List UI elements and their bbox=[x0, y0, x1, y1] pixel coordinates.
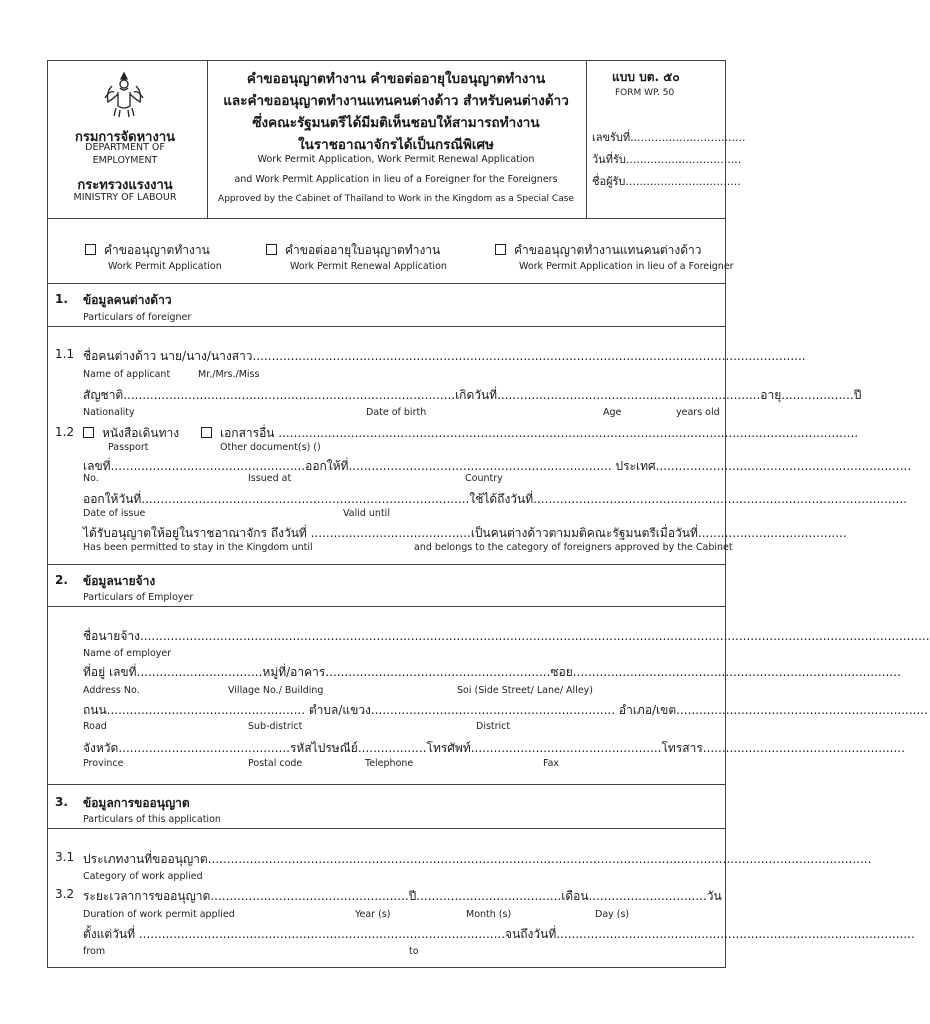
title-th-line-3: ซึ่งคณะรัฐมนตรีได้มีมติเห็นชอบให้สามารถทำงาน bbox=[252, 115, 540, 131]
receiver-field[interactable]: ชื่อผู้รับ................................. bbox=[592, 175, 741, 188]
dept-name-en-1: DEPARTMENT OF bbox=[85, 142, 165, 153]
section-1-title-en: Particulars of foreigner bbox=[83, 312, 192, 323]
other-document-option[interactable] bbox=[201, 424, 859, 443]
telephone-label: Telephone bbox=[365, 758, 414, 769]
road-subdistrict-district-field[interactable]: ถนน.................................................... ตำบล/แขวง................................................................ อำเภอ/เขต.................................................................. bbox=[83, 703, 928, 717]
dept-name-th: กรมการจัดหางาน bbox=[74, 130, 176, 145]
section-2-number: 2. bbox=[55, 573, 68, 587]
country-label: Country bbox=[465, 473, 503, 484]
types-bottom-line bbox=[47, 283, 726, 284]
section-1-title-th: ข้อมูลคนต่างด้าว bbox=[83, 293, 172, 307]
soi-label: Soi (Side Street/ Lane/ Alley) bbox=[457, 685, 594, 696]
passport-label-th: หนังสือเดินทาง bbox=[102, 426, 180, 440]
nationality-label: Nationality bbox=[83, 407, 135, 418]
document-number-label: No. bbox=[83, 473, 99, 484]
duration-field[interactable]: ระยะเวลาการขออนุญาต....................................................ปี......................................เดือน...............................วัน bbox=[83, 889, 722, 903]
checkbox-icon[interactable] bbox=[83, 427, 94, 438]
type-label-en: Work Permit Application in lieu of a Foreigner bbox=[519, 261, 734, 272]
province-contact-field[interactable]: จังหวัด.............................................รหัสไปรษณีย์..................โทรศัพท์..................................................โทรสาร..................................................... bbox=[83, 741, 905, 755]
header-divider-left bbox=[207, 60, 208, 218]
ministry-name-th: กระทรวงแรงงาน bbox=[77, 178, 173, 193]
s2-top-line bbox=[47, 564, 726, 565]
age-label: Age bbox=[603, 407, 622, 418]
duration-label: Duration of work permit applied bbox=[83, 909, 235, 920]
employer-name-field[interactable]: ชื่อนายจ้าง............................................................................................................................................................................................................... bbox=[83, 629, 930, 643]
work-category-label: Category of work applied bbox=[83, 871, 203, 882]
title-en-line-1: Work Permit Application, Work Permit Renewal Application bbox=[257, 154, 535, 165]
item-1-1-number: 1.1 bbox=[55, 347, 75, 361]
receipt-number-field[interactable]: เลขรับที่................................. bbox=[592, 131, 746, 144]
garuda-emblem-icon bbox=[102, 70, 146, 120]
section-3-number: 3. bbox=[55, 795, 68, 809]
province-label: Province bbox=[83, 758, 124, 769]
form-code-th: แบบ บต. ๕๐ bbox=[612, 70, 680, 84]
employer-name-label: Name of employer bbox=[83, 648, 172, 659]
s2-title-line bbox=[47, 606, 726, 607]
years-label: Year (s) bbox=[355, 909, 391, 920]
period-from-to-field[interactable]: ตั้งแต่วันที่ ................................................................................................จนถึงวันที่.............................................................................................. bbox=[83, 927, 915, 941]
type-label-en: Work Permit Application bbox=[108, 261, 222, 272]
section-1-number: 1. bbox=[55, 292, 68, 306]
checkbox-icon[interactable] bbox=[85, 244, 96, 255]
s3-top-line bbox=[47, 784, 726, 785]
checkbox-icon[interactable] bbox=[266, 244, 277, 255]
other-document-label-en: Other document(s) () bbox=[220, 442, 321, 453]
cabinet-category-label: and belongs to the category of foreigners approved by the Cabinet bbox=[414, 542, 733, 553]
valid-until-label: Valid until bbox=[343, 508, 390, 519]
applicant-name-field[interactable]: ชื่อคนต่างด้าว นาย/นาง/นางสาว................................................................................................................................................. bbox=[83, 349, 806, 363]
section-3-title-en: Particulars of this application bbox=[83, 814, 221, 825]
stay-until-label: Has been permitted to stay in the Kingdom until bbox=[83, 542, 313, 553]
title-options-label: Mr./Mrs./Miss bbox=[198, 369, 260, 380]
dept-name-en-2: EMPLOYMENT bbox=[92, 155, 158, 166]
other-document-field[interactable]: เอกสารอื่น ........................................................................................................................................................ bbox=[220, 426, 859, 440]
section-3-title-th: ข้อมูลการขออนุญาต bbox=[83, 796, 190, 810]
receipt-date-field[interactable]: วันที่รับ................................. bbox=[592, 153, 742, 166]
sub-district-label: Sub-district bbox=[248, 721, 303, 732]
type-renewal[interactable] bbox=[266, 241, 440, 260]
type-label-th: คำขออนุญาตทำงานแทนคนต่างด้าว bbox=[514, 243, 702, 257]
section-2-title-th: ข้อมูลนายจ้าง bbox=[83, 574, 156, 588]
issued-at-label: Issued at bbox=[248, 473, 292, 484]
item-3-2-number: 3.2 bbox=[55, 887, 75, 901]
road-label: Road bbox=[83, 721, 107, 732]
type-label-th: คำขออนุญาตทำงาน bbox=[104, 243, 210, 257]
title-en-line-2: and Work Permit Application in lieu of a Foreigner for the Foreigners bbox=[234, 174, 558, 185]
employer-address-field[interactable]: ที่อยู่ เลขที่.................................หมู่ที่/อาคาร...........................................................ซอย...................................................................................... bbox=[83, 665, 901, 679]
postal-code-label: Postal code bbox=[248, 758, 303, 769]
title-th-line-2: และคำขออนุญาตทำงานแทนคนต่างด้าว สำหรับคนต่างด้าว bbox=[223, 93, 569, 109]
dob-label: Date of birth bbox=[366, 407, 427, 418]
item-3-1-number: 3.1 bbox=[55, 850, 75, 864]
type-in-lieu[interactable] bbox=[495, 241, 702, 260]
title-en-line-3: Approved by the Cabinet of Thailand to Work in the Kingdom as a Special Case bbox=[218, 194, 574, 204]
header-bottom-line bbox=[47, 218, 726, 219]
years-old-label: years old bbox=[676, 407, 720, 418]
applicant-name-label: Name of applicant bbox=[83, 369, 171, 380]
s3-title-line bbox=[47, 828, 726, 829]
checkbox-icon[interactable] bbox=[201, 427, 212, 438]
from-label: from bbox=[83, 946, 106, 957]
district-label: District bbox=[476, 721, 511, 732]
type-label-en: Work Permit Renewal Application bbox=[290, 261, 447, 272]
passport-option[interactable] bbox=[83, 424, 179, 443]
type-label-th: คำขอต่ออายุใบอนุญาตทำงาน bbox=[285, 243, 441, 257]
to-label: to bbox=[409, 946, 419, 957]
item-1-2-number: 1.2 bbox=[55, 425, 75, 439]
nationality-dob-age-field[interactable]: สัญชาติ.......................................................................................เกิดวันที่.....................................................................อายุ...................ปี bbox=[83, 388, 862, 402]
days-label: Day (s) bbox=[595, 909, 630, 920]
type-work-permit[interactable] bbox=[85, 241, 210, 260]
header-divider-right bbox=[586, 60, 587, 218]
issue-validity-field[interactable]: ออกให้วันที่......................................................................................ใช้ได้ถึงวันที่.................................................................................................. bbox=[83, 492, 907, 506]
checkbox-icon[interactable] bbox=[495, 244, 506, 255]
section-2-title-en: Particulars of Employer bbox=[83, 592, 194, 603]
months-label: Month (s) bbox=[466, 909, 512, 920]
passport-label-en: Passport bbox=[108, 442, 149, 453]
ministry-name-en: MINISTRY OF LABOUR bbox=[73, 192, 177, 203]
document-number-field[interactable]: เลขที่...................................................ออกให้ที่..................................................................... ประเทศ................................................................... bbox=[83, 459, 912, 473]
title-th-line-1: คำขออนุญาตทำงาน คำขอต่ออายุใบอนุญาตทำงาน bbox=[246, 71, 546, 87]
fax-label: Fax bbox=[543, 758, 560, 769]
s1-title-line bbox=[47, 326, 726, 327]
stay-permission-field[interactable]: ได้รับอนุญาตให้อยู่ในราชอาณาจักร ถึงวันที่ ..........................................เป็นคนต่างด้าวตามมติคณะรัฐมนตรีเมื่อวันที่....................................... bbox=[83, 526, 847, 540]
date-of-issue-label: Date of issue bbox=[83, 508, 146, 519]
village-label: Village No./ Building bbox=[228, 685, 324, 696]
form-code-en: FORM WP. 50 bbox=[615, 88, 675, 98]
work-category-field[interactable]: ประเภทงานที่ขออนุญาต.............................................................................................................................................................................. bbox=[83, 852, 872, 866]
address-no-label: Address No. bbox=[83, 685, 140, 696]
title-th-line-4: ในราชอาณาจักรได้เป็นกรณีพิเศษ bbox=[298, 137, 494, 153]
